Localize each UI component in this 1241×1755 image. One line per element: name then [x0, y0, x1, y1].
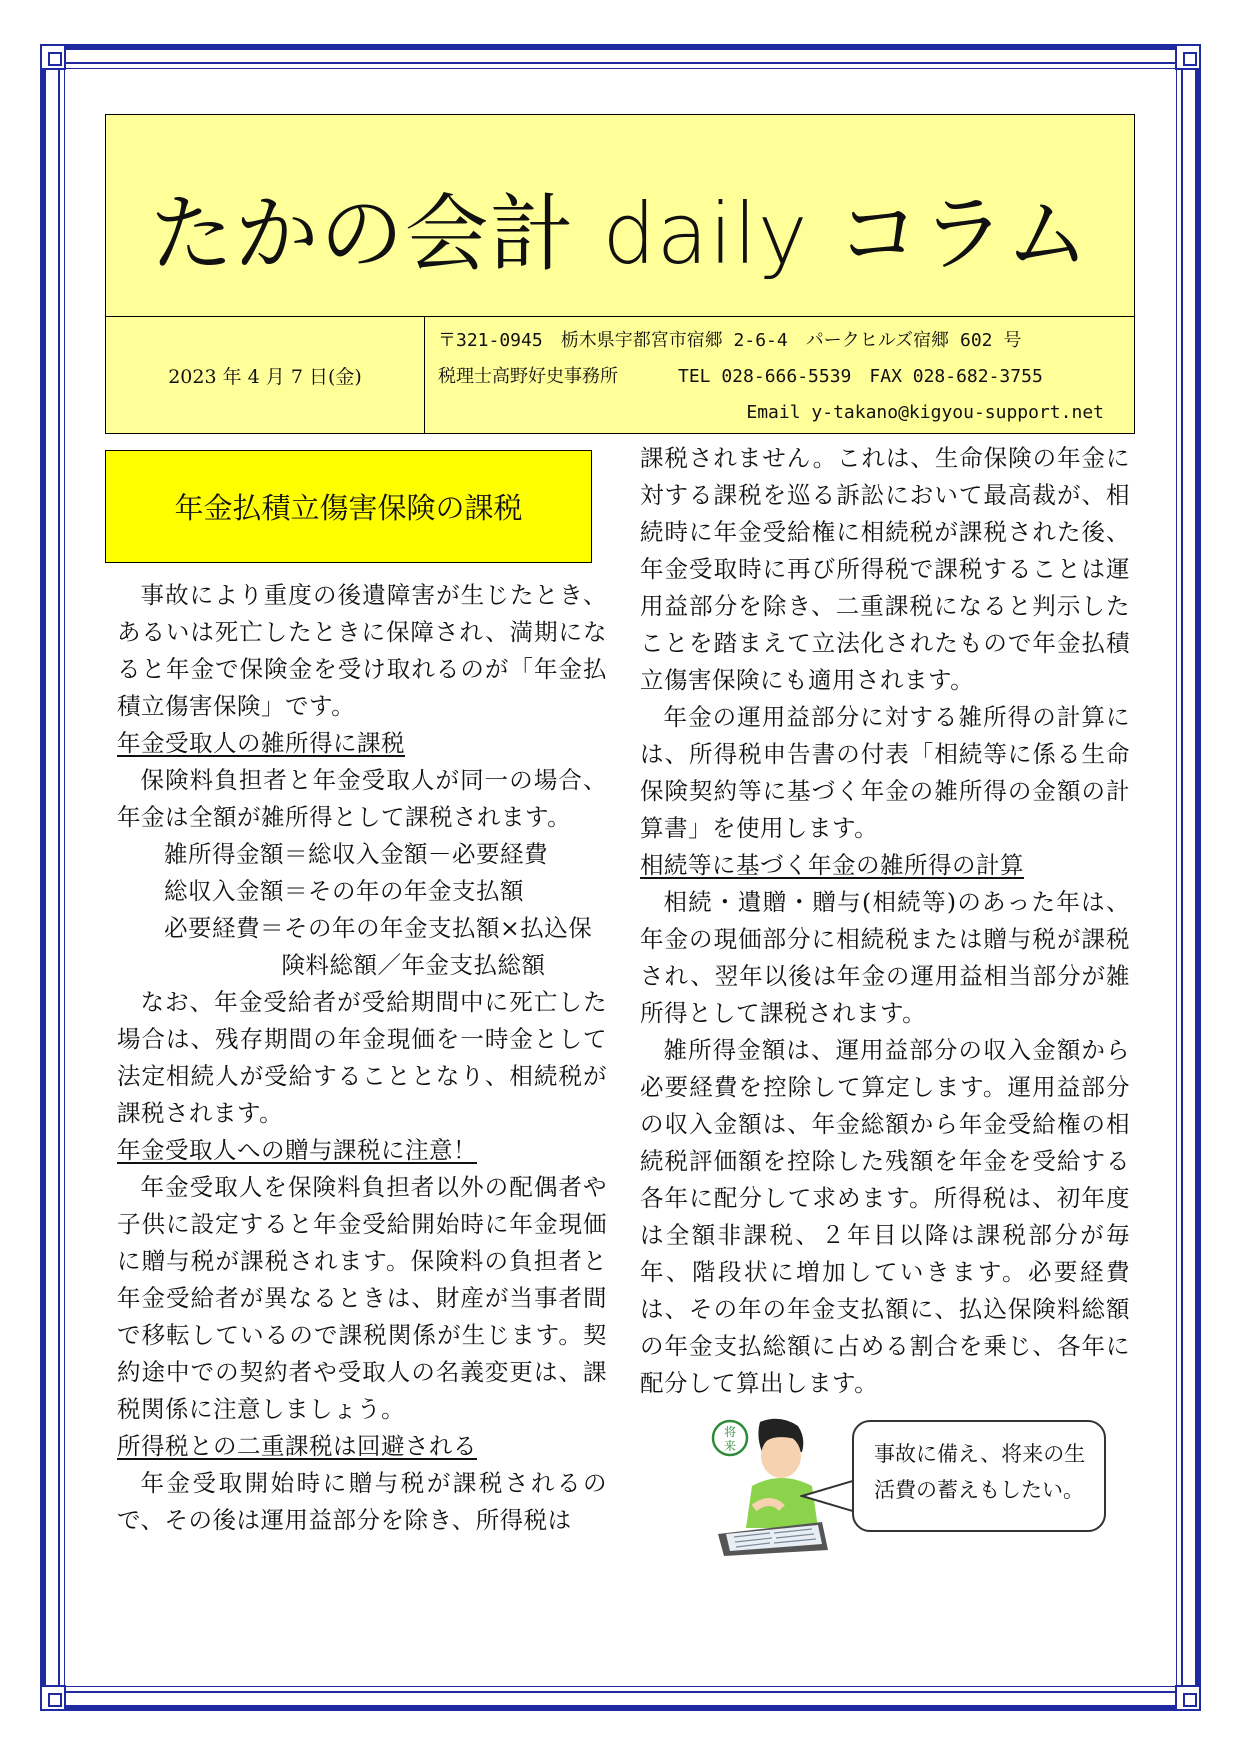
- paragraph: 年金の運用益部分に対する雑所得の計算には、所得税申告書の付表「相続等に係る生命保険契約等に基づく年金の雑所得の金額の計算書」を使用します。: [640, 703, 1130, 842]
- issue-date: 2023 年 4 月 7 日(金): [106, 317, 425, 433]
- paragraph: 年金受取人を保険料負担者以外の配偶者や子供に設定すると年金受給開始時に年金現価に贈与税が課税されます。保険料の負担者と年金受給者が異なるときは、財産が当事者間で移転しているので課税関係が生じます。契約途中での契約者や受取人の名義変更は、課税関係に注意しましょう。: [117, 1173, 607, 1423]
- office-address: 〒321-0945 栃木県宇都宮市宿郷 2-6-4 パークヒルズ宿郷 602 号: [438, 330, 1022, 351]
- office-email: Email y-takano@kigyou-support.net: [746, 402, 1104, 423]
- section-heading: 所得税との二重課税は回避される: [117, 1432, 477, 1460]
- frame-corner-bottom-right: [1175, 1685, 1201, 1711]
- office-contact: [438, 323, 1134, 431]
- speech-bubble: 事故に備え、将来の生活費の蓄えもしたい。: [852, 1420, 1106, 1532]
- frame-corner-top-left: [40, 44, 66, 70]
- paragraph: 課税されません。これは、生命保険の年金に対する課税を巡る訴訟において最高裁が、相続時に年金受給権に相続税が課税された後、年金受取時に再び所得税で課税することは運用益部分を除き、二重課税になると判示したことを踏まえて立法化されたもので年金払積立傷害保険にも適用されます。: [640, 444, 1130, 694]
- paragraph: 相続・遺贈・贈与(相続等)のあった年は、年金の現価部分に相続税または贈与税が課税され、翌年以後は年金の運用益相当部分が雑所得として課税されます。: [640, 888, 1130, 1027]
- speech-bubble-tail: [800, 1478, 856, 1514]
- frame-corner-bottom-left: [40, 1685, 66, 1711]
- paragraph: 雑所得金額は、運用益部分の収入金額から必要経費を控除して算定します。運用益部分の収入金額は、年金総額から年金受給権の相続税評価額を控除した残額を年金を受給する各年に配分して求めます。所得税は、初年度は全額非課税、２年目以降は課税部分が毎年、階段状に増加していきます。必要経費は、その年の年金支払額に、払込保険料総額の年金支払総額に占める割合を乗じ、各年に配分して算出します。: [640, 1036, 1130, 1397]
- paragraph: 保険料負担者と年金受取人が同一の場合、年金は全額が雑所得として課税されます。: [117, 766, 607, 831]
- masthead-info: [105, 317, 1135, 434]
- formula-line: 総収入金額＝その年の年金支払額: [164, 877, 524, 905]
- article-title: 年金払積立傷害保険の課税: [105, 450, 592, 563]
- formula-line: 必要経費＝その年の年金支払額×払込保: [164, 914, 593, 942]
- office-phone-fax: TEL 028-666-5539 FAX 028-682-3755: [678, 366, 1043, 387]
- svg-text:来: 来: [723, 1439, 737, 1453]
- paragraph: 事故により重度の後遺障害が生じたとき、あるいは死亡したときに保障され、満期になると年金で保険金を受け取れるのが「年金払積立傷害保険」です。: [117, 581, 607, 720]
- section-heading: 年金受取人への贈与課税に注意！: [117, 1136, 477, 1164]
- formula-line: 険料総額／年金支払総額: [281, 951, 546, 979]
- article-column-right: [640, 440, 1130, 1402]
- frame-corner-top-right: [1175, 44, 1201, 70]
- paragraph: 年金受取開始時に贈与税が課税されるので、その後は運用益部分を除き、所得税は: [117, 1469, 607, 1534]
- paragraph: なお、年金受給者が受給期間中に死亡した場合は、残存期間の年金現価を一時金として法定相続人が受給することとなり、相続税が課税されます。: [117, 988, 607, 1127]
- masthead: [105, 114, 1135, 317]
- article-column-left: [117, 577, 607, 1539]
- formula-line: 雑所得金額＝総収入金額－必要経費: [164, 840, 548, 868]
- badge-text: 将: [723, 1425, 737, 1439]
- section-heading: 年金受取人の雑所得に課税: [117, 729, 405, 757]
- office-name: 税理士高野好史事務所: [438, 366, 618, 387]
- section-heading: 相続等に基づく年金の雑所得の計算: [640, 851, 1024, 879]
- masthead-title: たかの会計 daily コラム: [149, 185, 1091, 283]
